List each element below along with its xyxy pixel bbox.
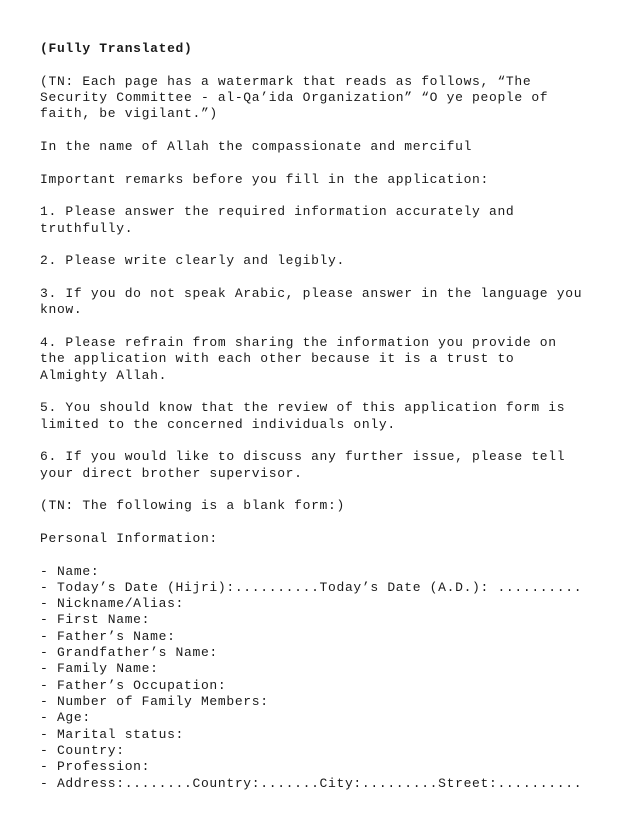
text-line: 5. You should know that the review of this application form is (40, 400, 566, 416)
remarks-heading (40, 172, 582, 188)
personal-information-fields (40, 564, 582, 793)
text-line: Almighty Allah. (40, 367, 168, 383)
text-line: 6. If you would like to discuss any further issue, please tell (40, 449, 566, 465)
text-line: - Address:........Country:.......City:.........Street:.......... (40, 775, 583, 791)
translator-note-blank-form (40, 498, 582, 514)
text-line: - First Name: (40, 612, 151, 628)
text-line: - Country: (40, 743, 125, 759)
translation-status (40, 41, 582, 57)
remark-4 (40, 335, 582, 384)
text-line: - Marital status: (40, 726, 185, 742)
remark-6 (40, 449, 582, 482)
text-line: Important remarks before you fill in the application: (40, 171, 489, 187)
text-line: 3. If you do not speak Arabic, please answer in the language you (40, 285, 583, 301)
remark-3 (40, 286, 582, 319)
text-line: Security Committee - al-Qa’ida Organization” “O ye people of (40, 89, 549, 105)
text-line: your direct brother supervisor. (40, 465, 303, 481)
text-line: (TN: Each page has a watermark that reads as follows, “The (40, 73, 532, 89)
remark-2 (40, 253, 582, 269)
text-line: - Profession: (40, 759, 151, 775)
invocation (40, 139, 582, 155)
text-line: - Number of Family Members: (40, 694, 269, 710)
remark-1 (40, 204, 582, 237)
text-line: - Nickname/Alias: (40, 596, 185, 612)
text-line: - Age: (40, 710, 91, 726)
text-line: 2. Please write clearly and legibly. (40, 253, 345, 269)
text-line: In the name of Allah the compassionate and merciful (40, 138, 473, 154)
text-line: know. (40, 302, 83, 318)
remark-5 (40, 400, 582, 433)
text-line: (Fully Translated) (40, 41, 193, 56)
text-line: limited to the concerned individuals only. (40, 416, 396, 432)
text-line: faith, be vigilant.”) (40, 106, 218, 122)
text-line: the application with each other because it is a trust to (40, 351, 515, 367)
text-line: - Name: (40, 563, 100, 579)
document-page (40, 41, 582, 808)
text-line: (TN: The following is a blank form:) (40, 498, 345, 514)
text-line: 4. Please refrain from sharing the information you provide on (40, 334, 557, 350)
text-line: Personal Information: (40, 530, 218, 546)
text-line: - Father’s Occupation: (40, 677, 227, 693)
text-line: truthfully. (40, 220, 134, 236)
text-line: - Grandfather’s Name: (40, 645, 218, 661)
text-line: - Today’s Date (Hijri):..........Today’s Date (A.D.): .......... (40, 579, 583, 595)
text-line: 1. Please answer the required information accurately and (40, 204, 515, 220)
section-heading-personal-information (40, 531, 582, 547)
text-line: - Family Name: (40, 661, 159, 677)
translator-note-watermark (40, 74, 582, 123)
text-line: - Father’s Name: (40, 628, 176, 644)
